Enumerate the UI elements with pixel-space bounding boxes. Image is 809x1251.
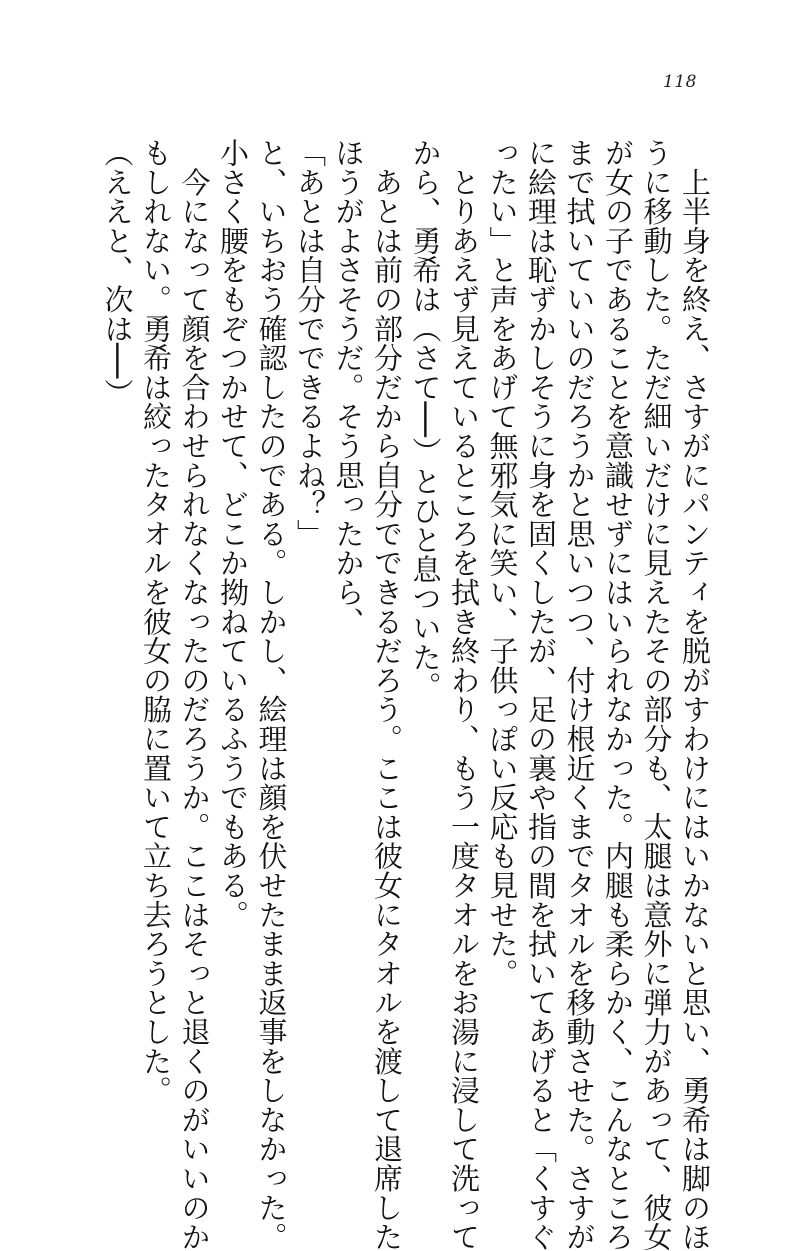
text-line: ったい」と声をあげて無邪気に笑い、子供っぽい反応も見せた。 [485, 138, 520, 988]
text-line: 今になって顔を合わせられなくなったのだろうか。ここはそっと退くのがいいのか [177, 138, 212, 1251]
text-line: （ええと、次は──） [100, 138, 135, 408]
text-line: と、いちおう確認したのである。しかし、絵理は顔を伏せたまま返事をしなかった。 [254, 138, 289, 1251]
text-line: あとは前の部分だから自分でできるだろう。ここは彼女にタオルを渡して退席した [370, 138, 404, 1251]
text-line: まで拭いていいのだろうかと思いつつ、付け根近くまでタオルを移動させた。さすが [562, 138, 597, 1251]
text-line: もしれない。勇希は絞ったタオルを彼女の脇に置いて立ち去ろうとした。 [139, 138, 173, 1105]
text-line: 上半身を終え、さすがにパンティを脱がすわけにはいかないと思い、勇希は脚のほ [678, 138, 712, 1251]
text-line: 「あとは自分でできるよね？」 [293, 138, 327, 549]
page-number: 118 [663, 72, 697, 92]
text-line: から、勇希は（さて──）とひと息ついた。 [408, 138, 443, 701]
text-line: とりあえず見えているところを拭き終わり、もう一度タオルをお湯に浸して洗って [447, 138, 481, 1251]
text-line: に絵理は恥ずかしそうに身を固くしたが、足の裏や指の間を拭いてあげると「くすぐ [524, 138, 558, 1251]
text-line: ほうがよさそうだ。そう思ったから、 [331, 138, 366, 637]
text-line: うに移動した。ただ細いだけに見えたその部分も、太腿は意外に弾力があって、彼女 [639, 138, 674, 1251]
body-text [98, 138, 714, 1251]
text-line: 小さく腰をもぞつかせて、どこか拗ねているふうでもある。 [216, 138, 250, 930]
text-line: が女の子であることを意識せずにはいられなかった。内腿も柔らかく、こんなところ [601, 138, 635, 1251]
